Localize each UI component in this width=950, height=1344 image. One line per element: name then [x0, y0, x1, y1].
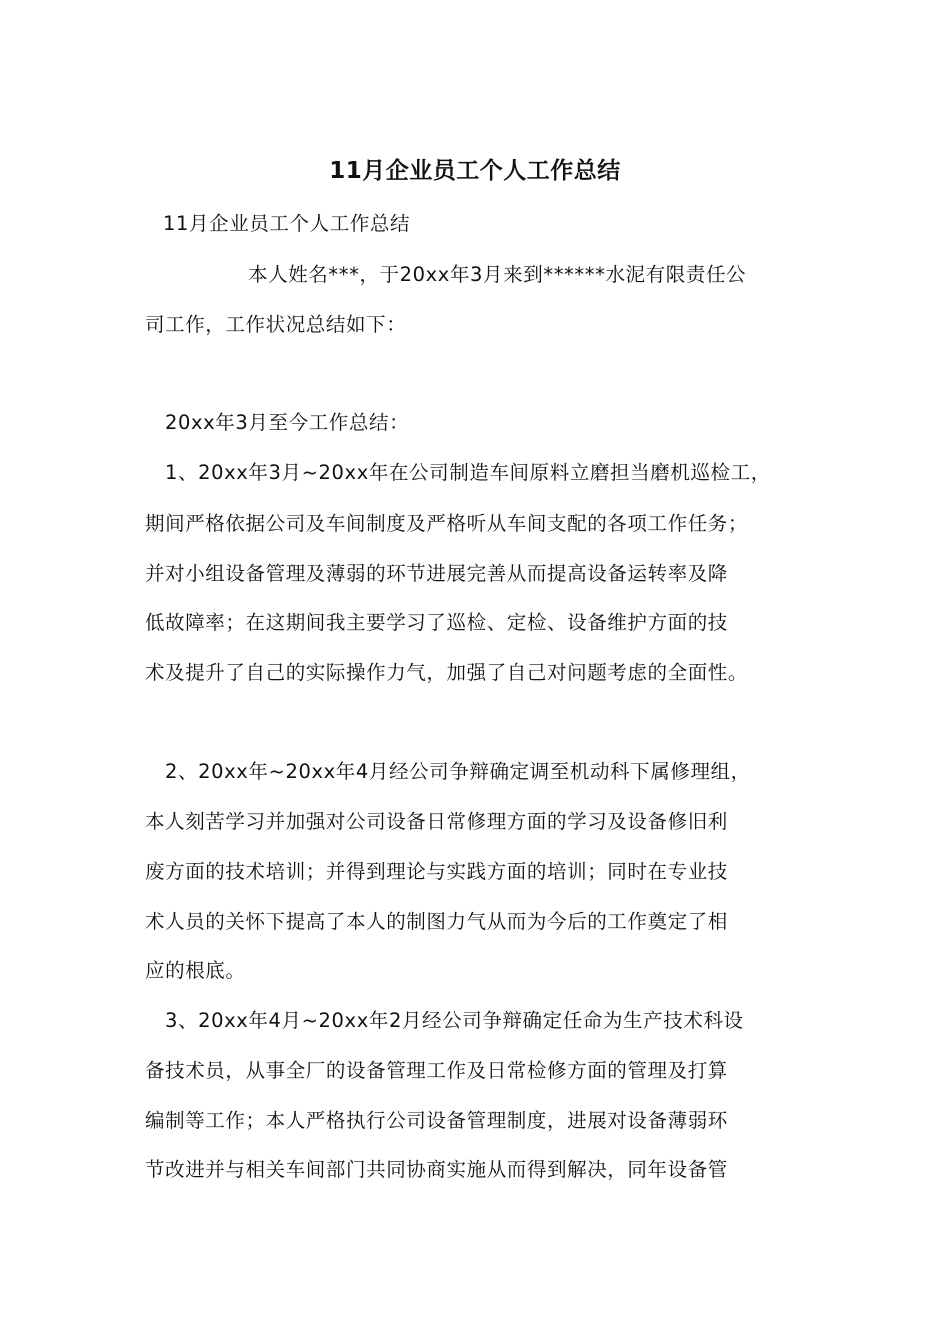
- paragraph-line: 术人员的关怀下提高了本人的制图力气从而为今后的工作奠定了相: [145, 910, 728, 933]
- paragraph-line: 备技术员，从事全厂的设备管理工作及日常检修方面的管理及打算: [145, 1059, 728, 1082]
- paragraph-line: 2、20xx年~20xx年4月经公司争辩确定调至机动科下属修理组，: [165, 760, 751, 783]
- paragraph-line: 1、20xx年3月~20xx年在公司制造车间原料立磨担当磨机巡检工，: [165, 461, 771, 484]
- document-title: 11月企业员工个人工作总结: [329, 158, 621, 184]
- paragraph-line: 应的根底。: [145, 959, 246, 982]
- paragraph-line: 期间严格依据公司及车间制度及严格听从车间支配的各项工作任务；: [145, 512, 749, 535]
- paragraph-line: 低故障率；在这期间我主要学习了巡检、定检、设备维护方面的技: [145, 611, 728, 634]
- paragraph-line: 废方面的技术培训；并得到理论与实践方面的培训；同时在专业技: [145, 860, 728, 883]
- paragraph-line: 术及提升了自己的实际操作力气，加强了自己对问题考虑的全面性。: [145, 661, 749, 684]
- paragraph-line: 编制等工作；本人严格执行公司设备管理制度，进展对设备薄弱环: [145, 1109, 728, 1132]
- paragraph-line: 并对小组设备管理及薄弱的环节进展完善从而提高设备运转率及降: [145, 562, 728, 585]
- paragraph-line: 本人刻苦学习并加强对公司设备日常修理方面的学习及设备修旧利: [145, 810, 728, 833]
- paragraph-line: 3、20xx年4月~20xx年2月经公司争辩确定任命为生产技术科设: [165, 1009, 744, 1032]
- paragraph-line: 本人姓名***，于20xx年3月来到******水泥有限责任公: [248, 263, 747, 286]
- paragraph-line: 司工作，工作状况总结如下：: [145, 313, 407, 336]
- paragraph-line: 节改进并与相关车间部门共同协商实施从而得到解决，同年设备管: [145, 1158, 728, 1181]
- section-heading: 20xx年3月至今工作总结：: [165, 411, 410, 434]
- subtitle-line: 11月企业员工个人工作总结: [163, 212, 411, 235]
